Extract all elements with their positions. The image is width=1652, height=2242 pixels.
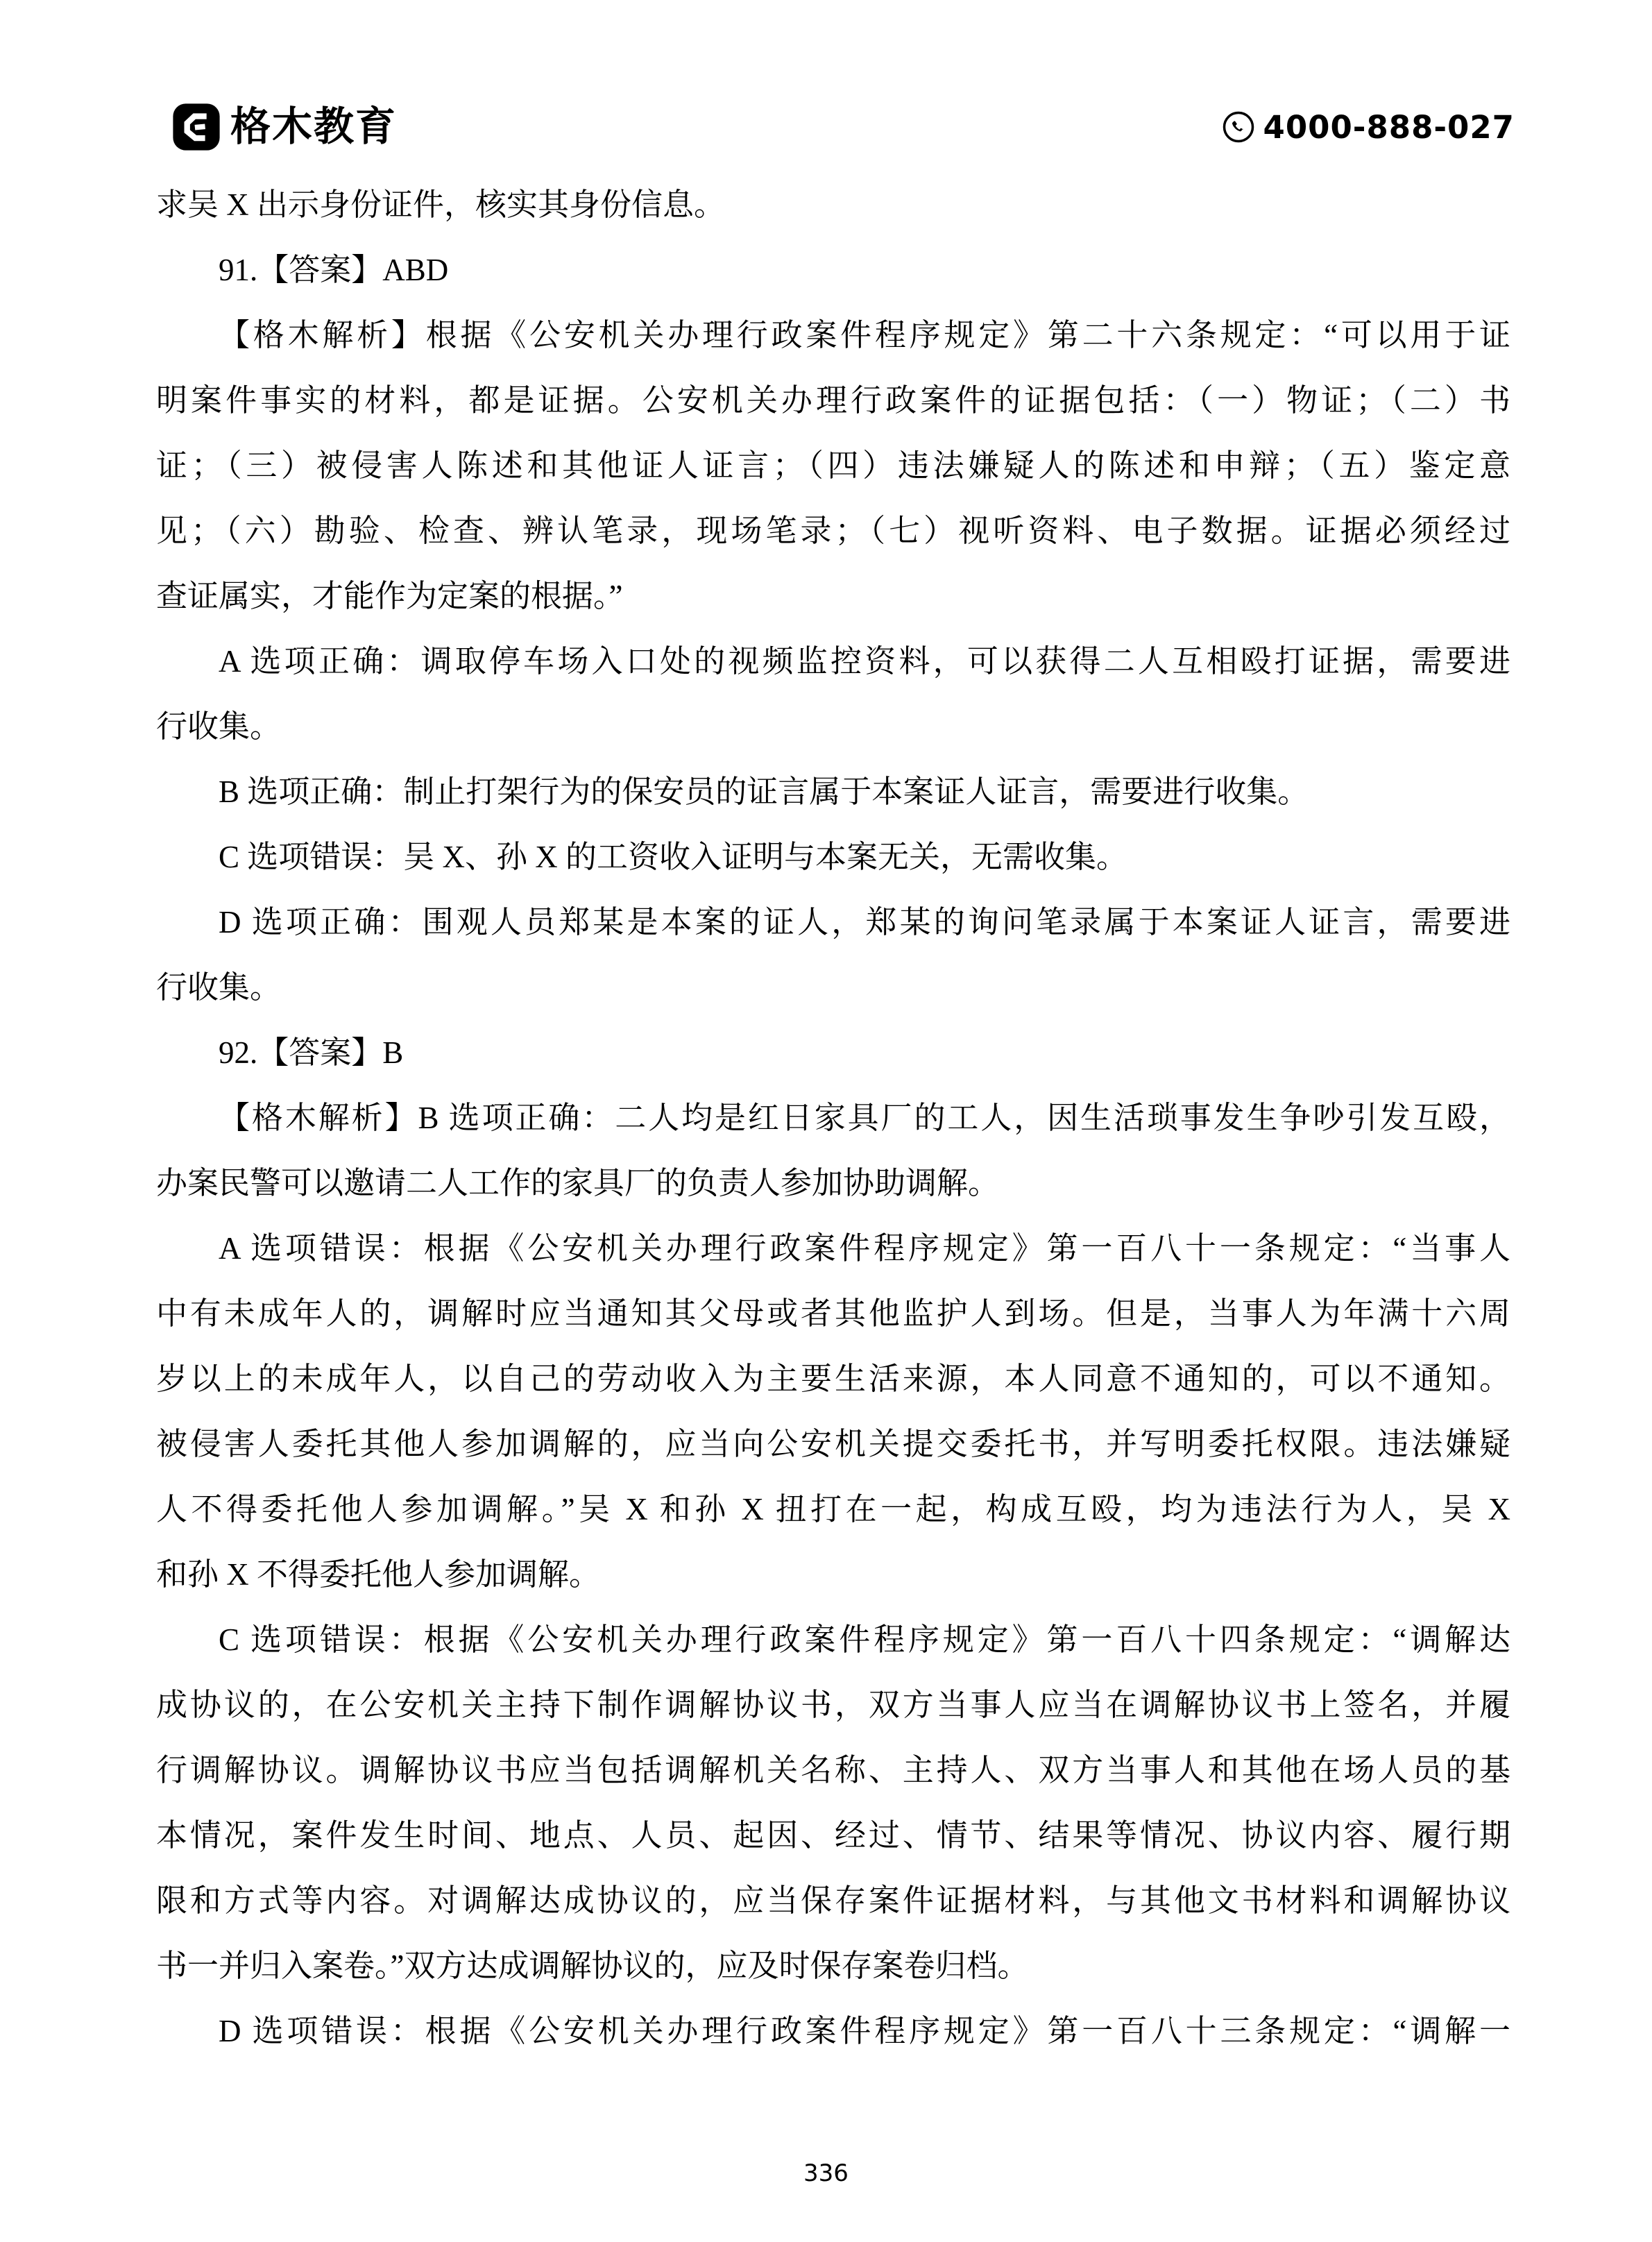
text-line: 办案民警可以邀请二人工作的家具厂的负责人参加协助调解。 (156, 1166, 1000, 1200)
paragraph (156, 1085, 1510, 1216)
text-line: 限和方式等内容。对调解达成协议的，应当保存案件证据材料，与其他文书材料和调解协议 (156, 1883, 1510, 1918)
text-line: 明案件事实的材料，都是证据。公安机关办理行政案件的证据包括：（一）物证；（二）书 (156, 383, 1510, 418)
text-line: A 选项错误：根据《公安机关办理行政案件程序规定》第一百八十一条规定：“当事人 (219, 1231, 1510, 1266)
page-number: 336 (803, 2159, 849, 2187)
phone-number: 4000-888-027 (1263, 108, 1515, 146)
text-line: A 选项正确：调取停车场入口处的视频监控资料，可以获得二人互相殴打证据，需要进 (219, 644, 1510, 679)
text-line: 行调解协议。调解协议书应当包括调解机关名称、主持人、双方当事人和其他在场人员的基 (156, 1753, 1510, 1787)
header-phone (1222, 110, 1515, 144)
document-body (156, 172, 1510, 2064)
text-line: 91.【答案】ABD (219, 253, 449, 287)
text-line: 人不得委托他人参加调解。”吴 X 和孙 X 扭打在一起，构成互殴，均为违法行为人，吴 X (156, 1492, 1510, 1527)
text-line: 查证属实，才能作为定案的根据。” (156, 579, 623, 613)
paragraph (156, 824, 1510, 890)
text-line: 见；（六）勘验、检查、辨认笔录，现场笔录；（七）视听资料、电子数据。证据必须经过 (156, 513, 1510, 548)
text-line: 书一并归入案卷。”双方达成调解协议的，应及时保存案卷归档。 (156, 1948, 1029, 1983)
paragraph (156, 237, 1510, 303)
text-line: 【格木解析】B 选项正确：二人均是红日家具厂的工人，因生活琐事发生争吵引发互殴， (219, 1101, 1510, 1135)
paragraph (156, 1998, 1510, 2064)
paragraph (156, 303, 1510, 629)
text-line: 中有未成年人的，调解时应当通知其父母或者其他监护人到场。但是，当事人为年满十六周 (156, 1296, 1510, 1331)
phone-icon (1222, 110, 1255, 144)
text-line: 被侵害人委托其他人参加调解的，应当向公安机关提交委托书，并写明委托权限。违法嫌疑 (156, 1427, 1510, 1461)
paragraph (156, 172, 1510, 237)
text-line: D 选项错误：根据《公安机关办理行政案件程序规定》第一百八十三条规定：“调解一 (219, 2014, 1510, 2048)
text-line: 和孙 X 不得委托他人参加调解。 (156, 1557, 600, 1592)
text-line: 【格木解析】根据《公安机关办理行政案件程序规定》第二十六条规定：“可以用于证 (219, 318, 1510, 353)
paragraph (156, 629, 1510, 759)
text-line: 求吴 X 出示身份证件，核实其身份信息。 (156, 187, 725, 222)
text-line: 行收集。 (156, 970, 282, 1005)
paragraph (156, 1020, 1510, 1085)
paragraph (156, 1607, 1510, 1998)
gemu-logo-icon (172, 103, 221, 151)
brand-name: 格木教育 (230, 104, 398, 149)
text-line: 行收集。 (156, 709, 282, 744)
text-line: D 选项正确：围观人员郑某是本案的证人，郑某的询问笔录属于本案证人证言，需要进 (219, 905, 1510, 940)
text-line: 岁以上的未成年人，以自己的劳动收入为主要生活来源，本人同意不通知的，可以不通知。 (156, 1361, 1510, 1396)
text-line: C 选项错误：根据《公安机关办理行政案件程序规定》第一百八十四条规定：“调解达 (219, 1622, 1510, 1657)
text-line: B 选项正确：制止打架行为的保安员的证言属于本案证人证言，需要进行收集。 (219, 774, 1309, 809)
text-line: C 选项错误：吴 X、孙 X 的工资收入证明与本案无关，无需收集。 (219, 840, 1128, 874)
paragraph (156, 890, 1510, 1020)
text-line: 证；（三）被侵害人陈述和其他证人证言；（四）违法嫌疑人的陈述和申辩；（五）鉴定意 (156, 448, 1510, 483)
page-header (172, 103, 1515, 151)
text-line: 成协议的，在公安机关主持下制作调解协议书，双方当事人应当在调解协议书上签名，并履 (156, 1688, 1510, 1722)
paragraph (156, 1216, 1510, 1607)
text-line: 本情况，案件发生时间、地点、人员、起因、经过、情节、结果等情况、协议内容、履行期 (156, 1818, 1510, 1853)
page-footer (0, 2152, 1652, 2194)
brand-logo (172, 103, 397, 151)
text-line: 92.【答案】B (219, 1035, 404, 1070)
paragraph (156, 759, 1510, 824)
